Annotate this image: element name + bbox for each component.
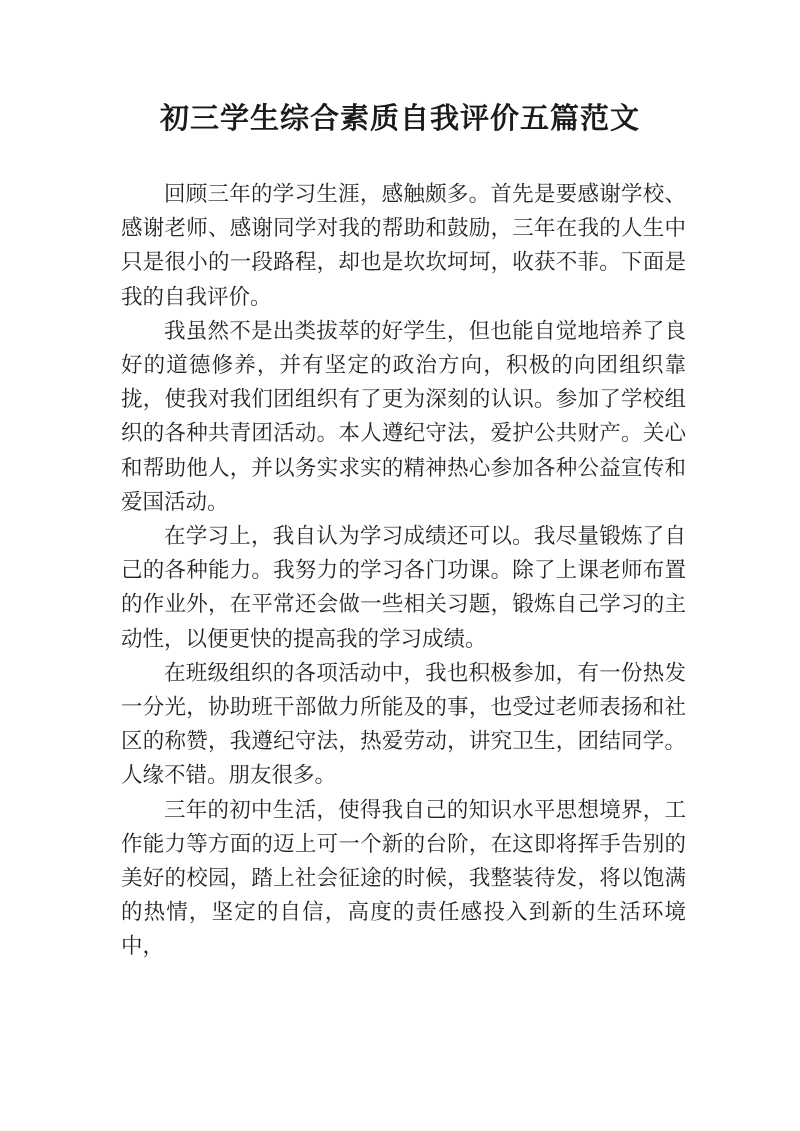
paragraph-study: 在学习上，我自认为学习成绩还可以。我尽量锻炼了自己的各种能力。我努力的学习各门功课。除了上课老师布置的作业外，在平常还会做一些相关习题，锻炼自己学习的主动性，以便更快的提高我的学习成绩。 <box>121 524 686 652</box>
paragraph-moral-conduct: 我虽然不是出类拔萃的好学生，但也能自觉地培养了良好的道德修养，并有坚定的政治方向，积极的向团组织靠拢，使我对我们团组织有了更为深刻的认识。参加了学校组织的各种共青团活动。本人遵纪守法，爱护公共财产。关心和帮助他人，并以务实求实的精神热心参加各种公益宣传和爱国活动。 <box>121 318 686 515</box>
paragraph-conclusion: 三年的初中生活，使得我自己的知识水平思想境界，工作能力等方面的迈上可一个新的台阶，在这即将挥手告别的美好的校园，踏上社会征途的时候，我整装待发，将以饱满的热情，坚定的自信，高度的责任感投入到新的生活环境中， <box>121 797 686 960</box>
document-title: 初三学生综合素质自我评价五篇范文 <box>159 101 640 135</box>
paragraph-activities: 在班级组织的各项活动中，我也积极参加，有一份热发一分光，协助班干部做力所能及的事，也受过老师表扬和社区的称赞，我遵纪守法，热爱劳动，讲究卫生，团结同学。人缘不错。朋友很多。 <box>121 660 686 789</box>
document-body <box>121 178 686 965</box>
paragraph-intro: 回顾三年的学习生涯，感触颇多。首先是要感谢学校、感谢老师、感谢同学对我的帮助和鼓励，三年在我的人生中只是很小的一段路程，却也是坎坎坷坷，收获不菲。下面是我的自我评价。 <box>121 182 686 310</box>
